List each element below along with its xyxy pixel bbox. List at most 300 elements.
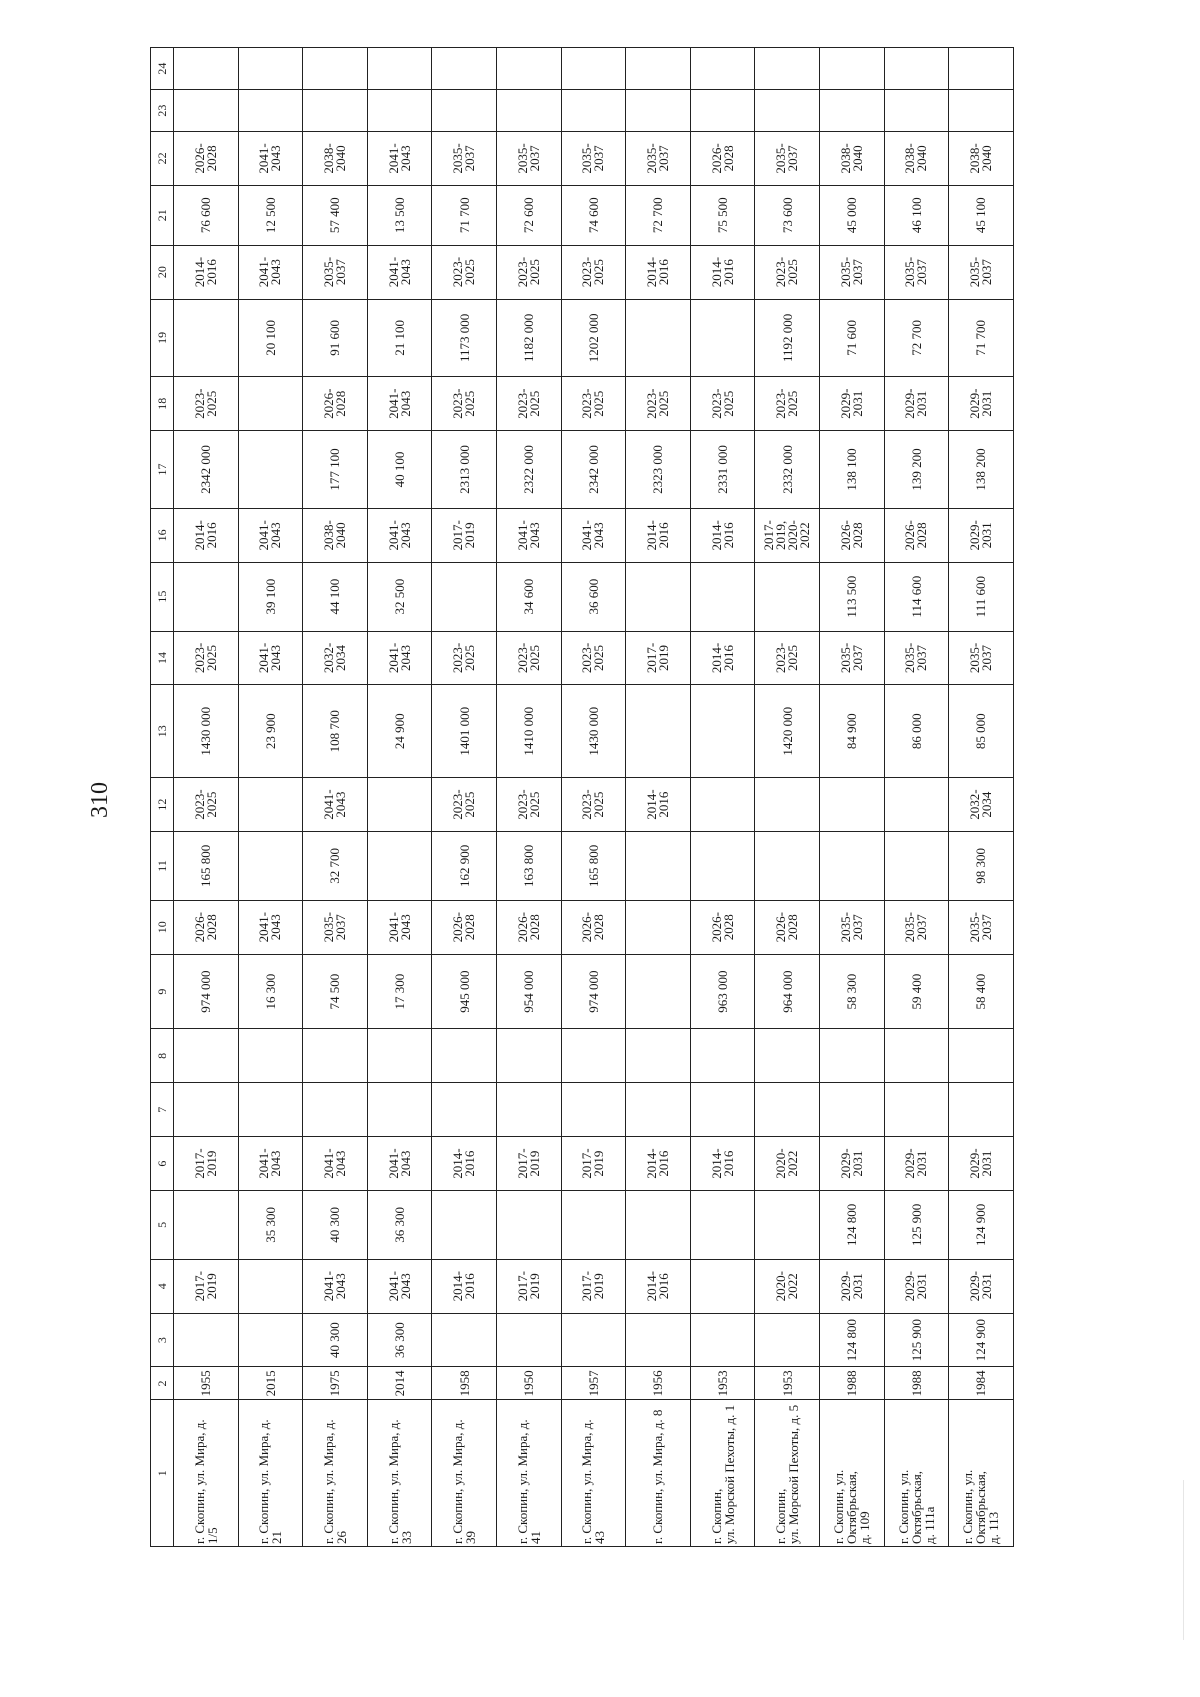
table-cell <box>819 1029 884 1083</box>
table-cell <box>626 299 691 377</box>
table-cell <box>496 48 561 90</box>
table-cell <box>496 1191 561 1260</box>
table-cell <box>884 778 949 832</box>
table-cell: 2023- 2025 <box>432 631 497 685</box>
table-cell: 40 300 <box>303 1191 368 1260</box>
table-cell <box>367 1083 432 1137</box>
table-cell <box>884 48 949 90</box>
table-cell: 165 800 <box>561 832 626 901</box>
table-cell: 36 300 <box>367 1313 432 1367</box>
table-row <box>626 48 691 1547</box>
column-number-cell: 2 <box>151 1367 174 1400</box>
column-number-cell: 7 <box>151 1083 174 1137</box>
table-cell <box>496 1029 561 1083</box>
table-cell: 74 500 <box>303 954 368 1029</box>
table-cell: 40 300 <box>303 1313 368 1367</box>
table-cell <box>238 90 303 132</box>
table-cell <box>561 1191 626 1260</box>
table-cell: 2029- 2031 <box>949 1137 1014 1191</box>
table-cell <box>690 1191 755 1260</box>
table-cell: 1401 000 <box>432 685 497 778</box>
table-cell: 45 000 <box>819 185 884 245</box>
table-cell <box>626 1191 691 1260</box>
table-row <box>884 48 949 1547</box>
column-number-row <box>151 48 174 1547</box>
table-cell: 2032- 2034 <box>949 778 1014 832</box>
column-number-cell: 1 <box>151 1400 174 1547</box>
table-cell: 45 100 <box>949 185 1014 245</box>
table-cell: 2041- 2043 <box>238 631 303 685</box>
table-cell: 2026- 2028 <box>174 132 239 186</box>
table-cell: 2014- 2016 <box>174 245 239 299</box>
table-cell <box>367 832 432 901</box>
table-cell: 2014- 2016 <box>174 508 239 562</box>
page-number: 310 <box>86 782 113 818</box>
table-cell <box>755 48 820 90</box>
table-cell: 59 400 <box>884 954 949 1029</box>
table-cell: 2014- 2016 <box>626 1259 691 1313</box>
table-cell: 2041- 2043 <box>367 900 432 954</box>
table-cell <box>690 299 755 377</box>
table-cell <box>884 1083 949 1137</box>
table-cell <box>884 1029 949 1083</box>
table-cell: 2026- 2028 <box>690 900 755 954</box>
address-cell: г. Скопин, ул. Морской Пехоты, д. 5 <box>755 1400 820 1547</box>
table-cell: 2332 000 <box>755 431 820 509</box>
table-cell: 954 000 <box>496 954 561 1029</box>
column-number-cell: 9 <box>151 954 174 1029</box>
table-cell: 2041- 2043 <box>303 1259 368 1313</box>
table-cell <box>626 1313 691 1367</box>
table-cell: 2026- 2028 <box>561 900 626 954</box>
table-cell <box>303 1083 368 1137</box>
column-number-cell: 23 <box>151 90 174 132</box>
table-cell: 1430 000 <box>561 685 626 778</box>
table-cell: 2023- 2025 <box>561 377 626 431</box>
table-cell <box>626 685 691 778</box>
table-cell: 2023- 2025 <box>561 631 626 685</box>
table-cell: 1182 000 <box>496 299 561 377</box>
table-cell: 71 700 <box>949 299 1014 377</box>
table-row <box>496 48 561 1547</box>
column-number-cell: 3 <box>151 1313 174 1367</box>
table-row <box>174 48 239 1547</box>
scan-artifact <box>1183 1480 1184 1640</box>
table-cell: 2014- 2016 <box>626 778 691 832</box>
table-cell: 2035- 2037 <box>561 132 626 186</box>
table-cell: 2017- 2019 <box>432 508 497 562</box>
table-cell: 1956 <box>626 1367 691 1400</box>
column-number-cell: 11 <box>151 832 174 901</box>
table-cell <box>690 1029 755 1083</box>
table-cell: 1420 000 <box>755 685 820 778</box>
table-cell: 2035- 2037 <box>496 132 561 186</box>
table-cell: 76 600 <box>174 185 239 245</box>
table-cell: 58 400 <box>949 954 1014 1029</box>
table-cell: 36 600 <box>561 562 626 631</box>
table-cell: 2014- 2016 <box>690 245 755 299</box>
table-cell: 2041- 2043 <box>367 245 432 299</box>
table-cell: 138 100 <box>819 431 884 509</box>
table-cell <box>174 299 239 377</box>
column-number-cell: 16 <box>151 508 174 562</box>
table-cell <box>626 48 691 90</box>
table-cell: 2035- 2037 <box>819 245 884 299</box>
table-cell <box>690 1083 755 1137</box>
table-cell <box>626 954 691 1029</box>
table-cell <box>626 900 691 954</box>
table-cell: 2023- 2025 <box>496 245 561 299</box>
table-cell <box>690 685 755 778</box>
table-cell: 2023- 2025 <box>432 778 497 832</box>
table-cell <box>238 1259 303 1313</box>
table-cell <box>690 90 755 132</box>
table-cell: 2023- 2025 <box>626 377 691 431</box>
table-cell: 2041- 2043 <box>367 508 432 562</box>
address-cell: г. Скопин, ул. Мира, д. 1/5 <box>174 1400 239 1547</box>
table-cell: 138 200 <box>949 431 1014 509</box>
table-cell: 2035- 2037 <box>819 900 884 954</box>
column-number-cell: 6 <box>151 1137 174 1191</box>
table-cell: 2041- 2043 <box>367 377 432 431</box>
table-cell <box>238 377 303 431</box>
table-cell <box>561 90 626 132</box>
table-cell: 2017- 2019 <box>561 1259 626 1313</box>
table-cell: 125 900 <box>884 1313 949 1367</box>
table-cell <box>755 1191 820 1260</box>
table-cell <box>690 48 755 90</box>
table-cell: 963 000 <box>690 954 755 1029</box>
table-cell: 2026- 2028 <box>884 508 949 562</box>
table-cell: 1410 000 <box>496 685 561 778</box>
address-cell: г. Скопин, ул. Октябрьская, д. 109 <box>819 1400 884 1547</box>
table-cell: 2041- 2043 <box>238 1137 303 1191</box>
table-cell: 44 100 <box>303 562 368 631</box>
table-cell: 2029- 2031 <box>949 377 1014 431</box>
table-row <box>303 48 368 1547</box>
table-cell: 2041- 2043 <box>238 508 303 562</box>
table-cell: 2041- 2043 <box>367 1137 432 1191</box>
table-cell <box>174 562 239 631</box>
table-cell: 1988 <box>884 1367 949 1400</box>
table-cell: 2014- 2016 <box>626 508 691 562</box>
table-cell: 1958 <box>432 1367 497 1400</box>
table-cell <box>367 48 432 90</box>
table-cell <box>238 778 303 832</box>
table-cell <box>496 1083 561 1137</box>
table-cell <box>174 1313 239 1367</box>
table-cell <box>755 832 820 901</box>
table-cell: 86 000 <box>884 685 949 778</box>
column-number-cell: 10 <box>151 900 174 954</box>
table-cell <box>496 1313 561 1367</box>
table-cell: 2026- 2028 <box>819 508 884 562</box>
table-cell: 2035- 2037 <box>949 245 1014 299</box>
table-cell <box>238 1313 303 1367</box>
table-cell: 2035- 2037 <box>949 631 1014 685</box>
table-row <box>432 48 497 1547</box>
table-cell: 84 900 <box>819 685 884 778</box>
address-cell: г. Скопин, ул. Мира, д. 43 <box>561 1400 626 1547</box>
table-cell <box>432 48 497 90</box>
table-cell <box>561 1313 626 1367</box>
table-cell: 39 100 <box>238 562 303 631</box>
table-cell <box>303 48 368 90</box>
table-cell <box>238 48 303 90</box>
table-row <box>367 48 432 1547</box>
table-cell: 2023- 2025 <box>496 377 561 431</box>
table-cell: 2041- 2043 <box>238 900 303 954</box>
table-cell: 124 800 <box>819 1313 884 1367</box>
table-cell: 2023- 2025 <box>561 245 626 299</box>
table-cell: 1202 000 <box>561 299 626 377</box>
table-cell <box>432 1313 497 1367</box>
table-cell: 57 400 <box>303 185 368 245</box>
table-cell <box>819 832 884 901</box>
table-cell <box>367 1029 432 1083</box>
table-row <box>238 48 303 1547</box>
table-cell: 72 600 <box>496 185 561 245</box>
table-cell: 2035- 2037 <box>303 245 368 299</box>
table-cell <box>949 1029 1014 1083</box>
table-cell <box>174 48 239 90</box>
column-number-cell: 22 <box>151 132 174 186</box>
table-cell <box>626 1083 691 1137</box>
table-cell: 2014- 2016 <box>432 1259 497 1313</box>
table-cell <box>432 90 497 132</box>
table-cell <box>755 1313 820 1367</box>
column-number-cell: 14 <box>151 631 174 685</box>
table-cell: 114 600 <box>884 562 949 631</box>
table-cell: 1988 <box>819 1367 884 1400</box>
table-cell <box>367 90 432 132</box>
table-cell <box>819 1083 884 1137</box>
table-cell: 98 300 <box>949 832 1014 901</box>
table-cell <box>238 832 303 901</box>
table-cell: 2035- 2037 <box>884 245 949 299</box>
table-cell: 2023- 2025 <box>174 377 239 431</box>
table-cell: 2026- 2028 <box>432 900 497 954</box>
column-number-cell: 21 <box>151 185 174 245</box>
table-cell: 16 300 <box>238 954 303 1029</box>
table-cell: 1984 <box>949 1367 1014 1400</box>
table-cell: 2017- 2019 <box>496 1137 561 1191</box>
table-cell: 2023- 2025 <box>432 377 497 431</box>
table-cell: 124 900 <box>949 1191 1014 1260</box>
table-cell: 2041- 2043 <box>367 631 432 685</box>
table-cell <box>626 832 691 901</box>
table-cell: 2026- 2028 <box>303 377 368 431</box>
table-cell <box>949 48 1014 90</box>
table-cell: 2029- 2031 <box>884 1259 949 1313</box>
table-cell <box>432 562 497 631</box>
table-cell: 36 300 <box>367 1191 432 1260</box>
table-cell: 139 200 <box>884 431 949 509</box>
column-number-cell: 18 <box>151 377 174 431</box>
table-cell: 20 100 <box>238 299 303 377</box>
table-cell <box>303 1029 368 1083</box>
table-cell: 2023- 2025 <box>690 377 755 431</box>
table-cell <box>755 562 820 631</box>
table-cell: 2023- 2025 <box>755 245 820 299</box>
table-cell <box>174 1029 239 1083</box>
table-cell <box>238 431 303 509</box>
table-cell: 2017- 2019 <box>626 631 691 685</box>
table-cell: 2323 000 <box>626 431 691 509</box>
table-cell: 71 700 <box>432 185 497 245</box>
table-cell: 974 000 <box>174 954 239 1029</box>
table-cell: 165 800 <box>174 832 239 901</box>
table-cell: 2017- 2019 <box>496 1259 561 1313</box>
table-cell <box>755 1083 820 1137</box>
column-number-cell: 5 <box>151 1191 174 1260</box>
table-cell: 1975 <box>303 1367 368 1400</box>
table-cell: 2017- 2019 <box>174 1137 239 1191</box>
table-cell: 2038- 2040 <box>303 132 368 186</box>
table-cell: 2029- 2031 <box>884 377 949 431</box>
table-cell: 2041- 2043 <box>367 132 432 186</box>
table-cell: 2017- 2019 <box>174 1259 239 1313</box>
table-cell <box>884 832 949 901</box>
column-number-cell: 19 <box>151 299 174 377</box>
table-cell: 2017- 2019 <box>561 1137 626 1191</box>
table-cell: 2023- 2025 <box>755 377 820 431</box>
table-cell <box>690 832 755 901</box>
table-cell: 162 900 <box>432 832 497 901</box>
table-cell: 32 700 <box>303 832 368 901</box>
table-cell: 40 100 <box>367 431 432 509</box>
table-cell: 12 500 <box>238 185 303 245</box>
table-cell <box>755 1029 820 1083</box>
table-cell <box>949 1083 1014 1137</box>
column-number-cell: 4 <box>151 1259 174 1313</box>
table-cell: 2026- 2028 <box>174 900 239 954</box>
column-number-cell: 17 <box>151 431 174 509</box>
table-cell <box>690 778 755 832</box>
table-cell: 2023- 2025 <box>432 245 497 299</box>
table-cell: 1950 <box>496 1367 561 1400</box>
table-cell: 2035- 2037 <box>884 631 949 685</box>
table-cell <box>626 1029 691 1083</box>
table-cell <box>755 778 820 832</box>
table-cell: 2041- 2043 <box>303 1137 368 1191</box>
column-number-cell: 20 <box>151 245 174 299</box>
column-number-cell: 15 <box>151 562 174 631</box>
table-cell: 85 000 <box>949 685 1014 778</box>
table-cell <box>432 1029 497 1083</box>
address-cell: г. Скопин, ул. Мира, д. 26 <box>303 1400 368 1547</box>
table-cell: 24 900 <box>367 685 432 778</box>
table-cell: 1953 <box>690 1367 755 1400</box>
table-cell: 2023- 2025 <box>755 631 820 685</box>
table-cell <box>303 90 368 132</box>
table-cell: 2038- 2040 <box>303 508 368 562</box>
table-cell: 2035- 2037 <box>949 900 1014 954</box>
table-cell <box>561 1083 626 1137</box>
column-number-cell: 8 <box>151 1029 174 1083</box>
table-cell: 2014- 2016 <box>626 1137 691 1191</box>
table-cell <box>496 90 561 132</box>
table-cell: 13 500 <box>367 185 432 245</box>
table-cell: 2023- 2025 <box>496 631 561 685</box>
table-cell: 111 600 <box>949 562 1014 631</box>
table-cell: 34 600 <box>496 562 561 631</box>
table-cell: 177 100 <box>303 431 368 509</box>
table-cell: 2023- 2025 <box>174 631 239 685</box>
column-number-cell: 13 <box>151 685 174 778</box>
table-cell <box>174 1191 239 1260</box>
table-cell: 2014- 2016 <box>690 508 755 562</box>
table-cell: 2041- 2043 <box>238 245 303 299</box>
table-cell <box>949 90 1014 132</box>
table-cell: 2041- 2043 <box>238 132 303 186</box>
table-cell <box>174 1083 239 1137</box>
address-cell: г. Скопин, ул. Морской Пехоты, д. 1 <box>690 1400 755 1547</box>
table-cell: 1955 <box>174 1367 239 1400</box>
address-cell: г. Скопин, ул. Октябрьская, д. 111а <box>884 1400 949 1547</box>
table-cell: 2041- 2043 <box>496 508 561 562</box>
table-cell: 74 600 <box>561 185 626 245</box>
table-cell: 1192 000 <box>755 299 820 377</box>
table-cell <box>819 778 884 832</box>
table-cell: 108 700 <box>303 685 368 778</box>
table-cell: 2029- 2031 <box>949 508 1014 562</box>
table-cell: 2014- 2016 <box>626 245 691 299</box>
table-cell: 2331 000 <box>690 431 755 509</box>
table-cell: 163 800 <box>496 832 561 901</box>
table-cell: 2029- 2031 <box>819 377 884 431</box>
table-cell: 2023- 2025 <box>174 778 239 832</box>
table-cell: 2313 000 <box>432 431 497 509</box>
table-cell: 72 700 <box>884 299 949 377</box>
table-cell: 1173 000 <box>432 299 497 377</box>
table-cell: 125 900 <box>884 1191 949 1260</box>
table-cell <box>238 1029 303 1083</box>
table-cell <box>884 90 949 132</box>
table-cell <box>561 1029 626 1083</box>
table-cell <box>755 90 820 132</box>
table-row <box>819 48 884 1547</box>
table-cell: 2026- 2028 <box>755 900 820 954</box>
table-cell <box>238 1083 303 1137</box>
table-cell: 17 300 <box>367 954 432 1029</box>
address-cell: г. Скопин, ул. Мира, д. 39 <box>432 1400 497 1547</box>
table-cell: 2342 000 <box>174 431 239 509</box>
table-row <box>949 48 1014 1547</box>
table-cell: 2035- 2037 <box>432 132 497 186</box>
table-cell: 2032- 2034 <box>303 631 368 685</box>
address-cell: г. Скопин, ул. Мира, д. 33 <box>367 1400 432 1547</box>
table-cell: 21 100 <box>367 299 432 377</box>
table-cell: 2035- 2037 <box>819 631 884 685</box>
table-cell: 2026- 2028 <box>496 900 561 954</box>
table-cell: 2041- 2043 <box>367 1259 432 1313</box>
table-cell: 2020- 2022 <box>755 1259 820 1313</box>
table-cell: 2029- 2031 <box>819 1259 884 1313</box>
table-cell: 2041- 2043 <box>561 508 626 562</box>
table-cell: 2035- 2037 <box>884 900 949 954</box>
table-cell: 2020- 2022 <box>755 1137 820 1191</box>
table-cell: 2014 <box>367 1367 432 1400</box>
table-cell <box>626 562 691 631</box>
table-cell: 2035- 2037 <box>626 132 691 186</box>
table-cell: 1953 <box>755 1367 820 1400</box>
table-cell: 2035- 2037 <box>755 132 820 186</box>
table-cell: 1957 <box>561 1367 626 1400</box>
table-cell <box>626 90 691 132</box>
table-row <box>561 48 626 1547</box>
table-row <box>690 48 755 1547</box>
